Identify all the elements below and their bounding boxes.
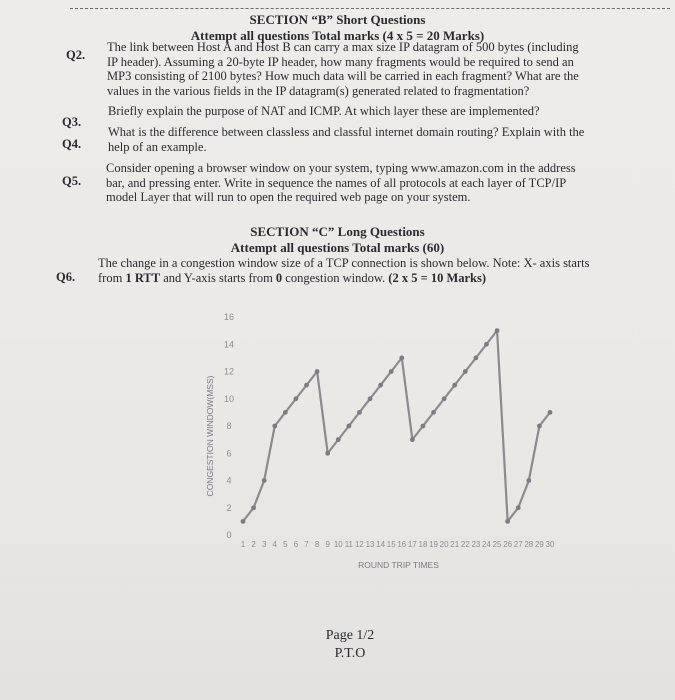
data-point xyxy=(399,355,404,360)
data-point xyxy=(251,505,256,510)
x-tick-label: 18 xyxy=(418,540,428,549)
x-tick-label: 25 xyxy=(492,540,502,549)
series-line xyxy=(243,331,550,522)
x-tick-label: 15 xyxy=(386,540,396,549)
data-point xyxy=(378,383,383,388)
x-tick-label: 30 xyxy=(545,540,555,549)
data-point xyxy=(548,410,553,415)
q6-text: and Y-axis starts from xyxy=(160,270,276,285)
question-number-q2: Q2. xyxy=(66,48,86,62)
q2-line: values in the various fields in the IP datagram(s) generated related to fragmentation? xyxy=(107,83,530,98)
data-point xyxy=(262,478,267,483)
x-tick-label: 14 xyxy=(376,540,386,549)
x-tick-label: 20 xyxy=(439,540,449,549)
data-point xyxy=(431,410,436,415)
q5-line: bar, and pressing enter. Write in sequence the names of all protocols at each layer of TCP/IP xyxy=(106,175,567,190)
section-c-subtitle: Attempt all questions Total marks (60) xyxy=(230,240,445,255)
data-point xyxy=(516,505,521,510)
data-point xyxy=(410,437,415,442)
y-tick-label: 10 xyxy=(223,393,235,404)
x-tick-label: 13 xyxy=(365,540,375,549)
data-point xyxy=(336,437,341,442)
question-number-q4: Q4. xyxy=(62,137,82,151)
x-tick-label: 7 xyxy=(304,540,309,549)
data-point xyxy=(463,369,468,374)
data-point xyxy=(389,369,394,374)
x-tick-label: 17 xyxy=(407,540,417,549)
q5-line: Consider opening a browser window on your system, typing www.amazon.com in the address xyxy=(106,161,576,175)
x-tick-label: 11 xyxy=(344,540,354,549)
x-tick-label: 10 xyxy=(333,540,343,549)
q6-line-1: The change in a congestion window size of a TCP connection is shown below. Note: X- axis starts xyxy=(98,256,590,270)
data-point xyxy=(537,424,542,429)
section-c-title: SECTION “C” Long Questions xyxy=(250,224,425,239)
data-point xyxy=(368,396,373,401)
x-tick-label: 12 xyxy=(354,540,364,549)
section-b-subtitle: Attempt all questions Total marks (4 x 5 = 20 Marks) xyxy=(190,28,485,43)
question-text-q4 xyxy=(108,125,584,154)
pto-note: P.T.O xyxy=(334,646,366,661)
y-tick-label: 0 xyxy=(226,530,232,540)
data-point xyxy=(346,424,351,429)
chart-svg xyxy=(195,305,595,590)
q4-line: What is the difference between classless and classful internet domain routing? Explain with the xyxy=(108,125,585,139)
data-point xyxy=(452,383,457,388)
section-b-title: SECTION “B” Short Questions xyxy=(249,12,426,27)
y-tick-label: 4 xyxy=(226,475,232,486)
data-point xyxy=(473,355,478,360)
q6-text: congestion window. xyxy=(282,270,389,285)
question-number-q3: Q3. xyxy=(62,115,82,129)
y-tick-label: 2 xyxy=(226,502,232,513)
question-text-q5 xyxy=(106,161,576,205)
data-point xyxy=(421,424,426,429)
q6-emphasis: 0 xyxy=(275,270,283,285)
x-tick-label: 23 xyxy=(471,540,481,549)
y-tick-label: 6 xyxy=(226,448,232,459)
x-tick-label: 8 xyxy=(314,540,320,549)
data-point xyxy=(294,396,299,401)
x-tick-label: 16 xyxy=(397,540,407,549)
q3-line: Briefly explain the purpose of NAT and ICMP. At which layer these are implemented? xyxy=(108,104,540,118)
data-point xyxy=(495,328,500,333)
question-text-q2 xyxy=(107,40,579,98)
y-tick-label: 12 xyxy=(223,366,235,377)
congestion-window-chart xyxy=(195,305,595,590)
question-number-q5: Q5. xyxy=(62,174,82,188)
q2-line: The link between Host A and Host B can carry a max size IP datagram of 500 bytes (including xyxy=(107,40,579,54)
top-divider xyxy=(70,8,670,9)
data-point xyxy=(272,424,277,429)
x-tick-label: 24 xyxy=(482,540,491,549)
data-point xyxy=(442,396,447,401)
question-text-q3 xyxy=(108,104,540,119)
x-tick-label: 19 xyxy=(429,540,439,549)
y-tick-label: 14 xyxy=(223,339,235,350)
y-axis-label: CONGESTION WINDOW(MSS) xyxy=(205,375,215,497)
data-point xyxy=(304,383,309,388)
x-tick-label: 27 xyxy=(513,540,523,549)
x-tick-label: 5 xyxy=(283,540,288,549)
data-point xyxy=(325,451,330,456)
data-point xyxy=(357,410,362,415)
x-tick-label: 26 xyxy=(503,540,513,549)
x-axis-label: ROUND TRIP TIMES xyxy=(358,560,439,570)
x-tick-label: 1 xyxy=(240,540,246,549)
x-tick-label: 21 xyxy=(450,540,460,549)
x-tick-label: 4 xyxy=(272,540,277,549)
page-number: Page 1/2 xyxy=(325,628,375,643)
q5-line: model Layer that will run to open the required web page on your system. xyxy=(106,190,471,204)
question-number-q6: Q6. xyxy=(56,270,76,284)
q4-line: help of an example. xyxy=(108,139,207,154)
data-point xyxy=(505,519,510,524)
q2-line: IP header). Assuming a 20-byte IP header, how many fragments would be required to send an xyxy=(107,54,574,69)
q6-text: from xyxy=(98,270,126,285)
x-tick-label: 2 xyxy=(251,540,256,549)
data-point xyxy=(315,369,320,374)
x-tick-label: 9 xyxy=(325,540,330,549)
data-point xyxy=(283,410,288,415)
data-point xyxy=(526,478,531,483)
y-tick-label: 16 xyxy=(223,312,235,322)
x-tick-label: 29 xyxy=(534,540,544,549)
x-tick-label: 3 xyxy=(261,540,267,549)
q6-marks: (2 x 5 = 10 Marks) xyxy=(388,270,487,285)
q6-line-2 xyxy=(98,271,589,286)
y-tick-label: 8 xyxy=(226,421,232,431)
x-tick-label: 28 xyxy=(524,540,534,549)
data-point xyxy=(484,342,489,347)
x-tick-label: 22 xyxy=(460,540,470,549)
q2-line: MP3 consisting of 2100 bytes? How much data will be carried in each fragment? What are the xyxy=(107,69,579,83)
data-point xyxy=(241,519,246,524)
question-text-q6 xyxy=(98,256,589,285)
q6-emphasis: 1 RTT xyxy=(125,270,161,285)
x-tick-label: 6 xyxy=(293,540,299,549)
